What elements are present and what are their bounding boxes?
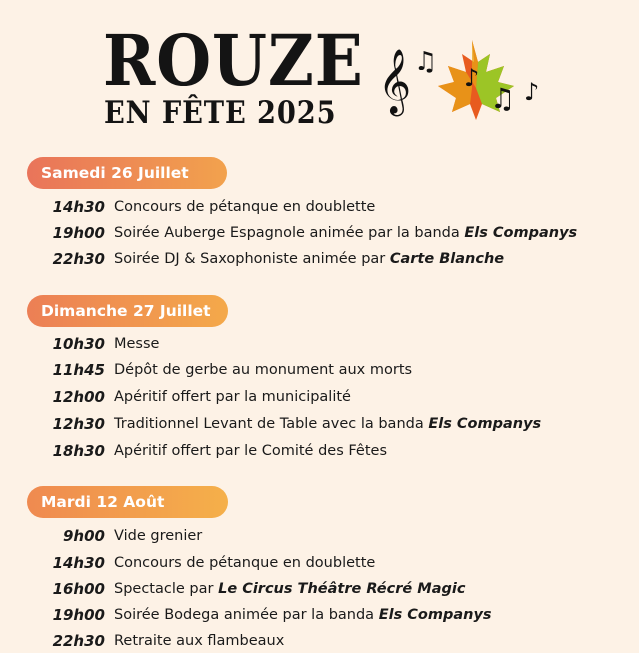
poster-title: ROUZE — [103, 19, 364, 102]
event-time: 14h30 — [52, 198, 105, 216]
event-time: 12h00 — [52, 388, 105, 406]
event-time: 18h30 — [52, 442, 105, 460]
event-desc: Spectacle par Le Circus Théâtre Récré Magic — [114, 581, 466, 597]
event-desc: Traditionnel Levant de Table avec la banda Els Companys — [114, 416, 542, 432]
event-desc: Apéritif offert par le Comité des Fêtes — [114, 443, 388, 459]
event-time: 12h30 — [52, 415, 105, 433]
treble-clef-icon — [378, 49, 411, 116]
event-desc: Soirée DJ & Saxophoniste animée par Carte Blanche — [114, 251, 505, 267]
svg-text:𝄞: 𝄞 — [378, 49, 412, 114]
event-desc: Soirée Bodega animée par la banda Els Companys — [114, 607, 492, 623]
svg-text:♫: ♫ — [490, 82, 516, 115]
event-time: 11h45 — [52, 361, 105, 379]
music-leaf-decoration — [372, 28, 552, 123]
day-label-tuesday: Mardi 12 Août — [27, 486, 228, 518]
event-desc: Messe — [114, 336, 160, 352]
svg-text:♪: ♪ — [524, 78, 540, 106]
event-time: 10h30 — [52, 335, 105, 353]
event-time: 22h30 — [52, 632, 105, 650]
event-desc: Concours de pétanque en doublette — [114, 555, 376, 571]
event-time: 19h00 — [52, 606, 105, 624]
poster-subtitle: EN FÊTE 2025 — [104, 95, 337, 131]
event-desc: Dépôt de gerbe au monument aux morts — [114, 362, 413, 378]
svg-text:♫: ♫ — [414, 47, 438, 77]
event-desc: Vide grenier — [114, 528, 203, 544]
event-time: 22h30 — [52, 250, 105, 268]
event-desc: Retraite aux flambeaux — [114, 633, 285, 649]
day-label-saturday: Samedi 26 Juillet — [27, 157, 227, 189]
day-label-sunday: Dimanche 27 Juillet — [27, 295, 228, 327]
event-time: 16h00 — [52, 580, 105, 598]
event-time: 9h00 — [63, 527, 105, 545]
svg-text:♪: ♪ — [464, 64, 480, 92]
event-time: 14h30 — [52, 554, 105, 572]
event-desc: Soirée Auberge Espagnole animée par la banda Els Companys — [114, 225, 578, 241]
event-desc: Apéritif offert par la municipalité — [114, 389, 351, 405]
event-desc: Concours de pétanque en doublette — [114, 199, 376, 215]
event-time: 19h00 — [52, 224, 105, 242]
